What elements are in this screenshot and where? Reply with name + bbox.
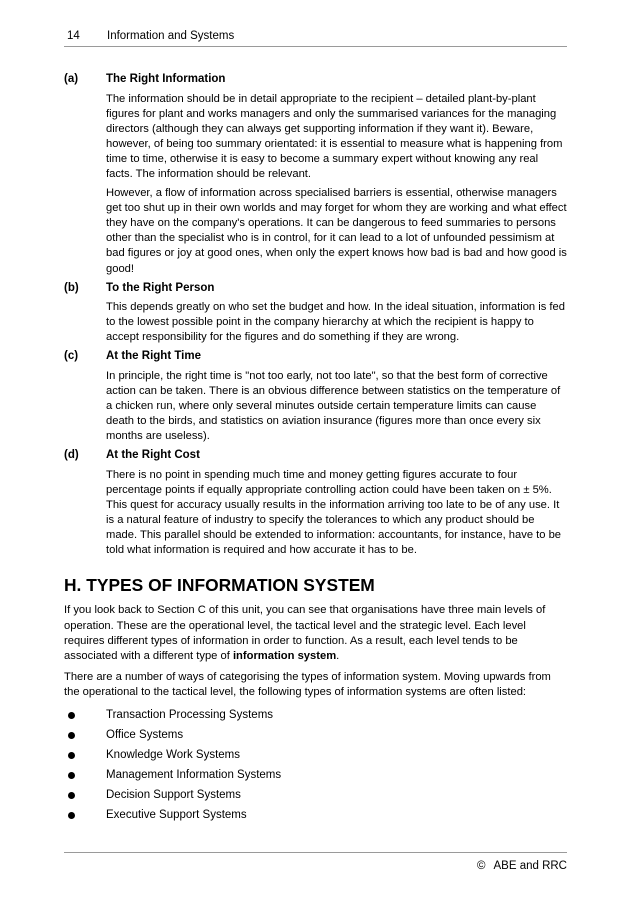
page-footer <box>454 860 567 872</box>
list-item-text: Knowledge Work Systems <box>106 749 241 761</box>
item-paragraph: The information should be in detail appropriate to the recipient – detailed plant-by-plant figures for plant and works managers and only the summarised variances for the managing directors (although they can always get supporting information if they want it). Beware, however, of being too summary orientated: it is essential to measure what is happening from time to time, otherwise it is easy to become a summary expert without knowing any real facts. The information should be relevant. <box>106 92 563 180</box>
section-paragraph-text: If you look back to Section C of this unit, you can see that organisations have three main levels of operation. These are the operational level, the tactical level and the strategic level. Each level requires different types of information in order to function. As a result, each level tends to be associated with a different type of <box>64 604 546 662</box>
item-paragraph: In principle, the right time is "not too early, not too late", so that the best form of corrective action can be taken. There is an obvious difference between statistics on the temperature of a chicken run, where only several minutes outside certain temperature limits can cause death to the birds, and statistics on aviation insurance (figures more than once every six months are useless). <box>106 369 561 443</box>
running-title: Information and Systems <box>107 30 235 42</box>
item-paragraph: There is no point in spending much time and money getting figures accurate to four percentage points if equally appropriate controlling action could have been taken on ± 5%. This quest for accuracy usually results in the information arriving too late to be of any use. It is a natural feature of industry to specify the tolerances to which any product should be made. This parallel should be extended to information: accountants, for instance, have to be told what information is required and how accurate it has to be. <box>106 468 562 557</box>
item-title: At the Right Time <box>106 350 201 363</box>
footer-divider <box>64 852 567 853</box>
bullet-icon <box>68 732 75 739</box>
item-label: (a) <box>64 73 79 85</box>
list-item-text: Management Information Systems <box>106 769 282 781</box>
bullet-icon <box>68 772 75 779</box>
list-item-text: Transaction Processing Systems <box>106 709 274 721</box>
key-term: information system <box>232 649 337 662</box>
page-number: 14 <box>67 30 80 42</box>
section-paragraph <box>64 603 567 663</box>
item-label: (d) <box>64 449 79 462</box>
section-paragraph: There are a number of ways of categorising the types of information system. Moving upwards from the operational to the tactical level, the following types of information systems are often listed: <box>64 670 551 698</box>
list-item <box>64 807 567 827</box>
item-title: The Right Information <box>106 73 226 85</box>
copyright-icon: © <box>477 860 486 872</box>
item-title: At the Right Cost <box>106 449 200 462</box>
item-right-information <box>64 72 567 277</box>
item-right-person <box>64 281 567 346</box>
section-heading: H. TYPES OF INFORMATION SYSTEM <box>64 575 375 596</box>
list-item <box>64 707 567 727</box>
system-types-list <box>64 707 567 827</box>
list-item-text: Office Systems <box>106 729 184 741</box>
item-label: (b) <box>64 281 79 294</box>
bullet-icon <box>68 712 75 719</box>
list-item-text: Executive Support Systems <box>106 809 247 821</box>
section-paragraph-end: . <box>336 649 340 662</box>
header-divider <box>64 46 567 47</box>
item-paragraph: However, a flow of information across specialised barriers is essential, otherwise managers get too shut up in their own worlds and may forget for whom they are working and what effect they have on the company's operations. It can be dangerous to feed summaries to persons other than the specialist who is in control, for it can lead to a lot of unfounded pessimism at bad figures or joy at good ones, when only the expert knows how bad is bad and how good is good! <box>106 187 567 275</box>
list-item-text: Decision Support Systems <box>106 789 241 801</box>
page-content <box>64 72 567 827</box>
page-header <box>67 27 567 47</box>
bullet-icon <box>68 752 75 759</box>
list-item <box>64 767 567 787</box>
list-item <box>64 747 567 767</box>
copyright-text: ABE and RRC <box>493 860 567 872</box>
list-item <box>64 727 567 747</box>
item-right-cost <box>64 448 567 558</box>
item-paragraph: This depends greatly on who set the budget and how. In the ideal situation, information is fed to the lowest possible point in the company hierarchy at which the recipient is happy to accept responsibility for the figures and do something if they are wrong. <box>106 301 565 344</box>
bullet-icon <box>68 792 75 799</box>
item-title: To the Right Person <box>106 281 215 294</box>
bullet-icon <box>68 812 75 819</box>
list-item <box>64 787 567 807</box>
item-right-time <box>64 349 567 444</box>
item-label: (c) <box>64 350 79 363</box>
